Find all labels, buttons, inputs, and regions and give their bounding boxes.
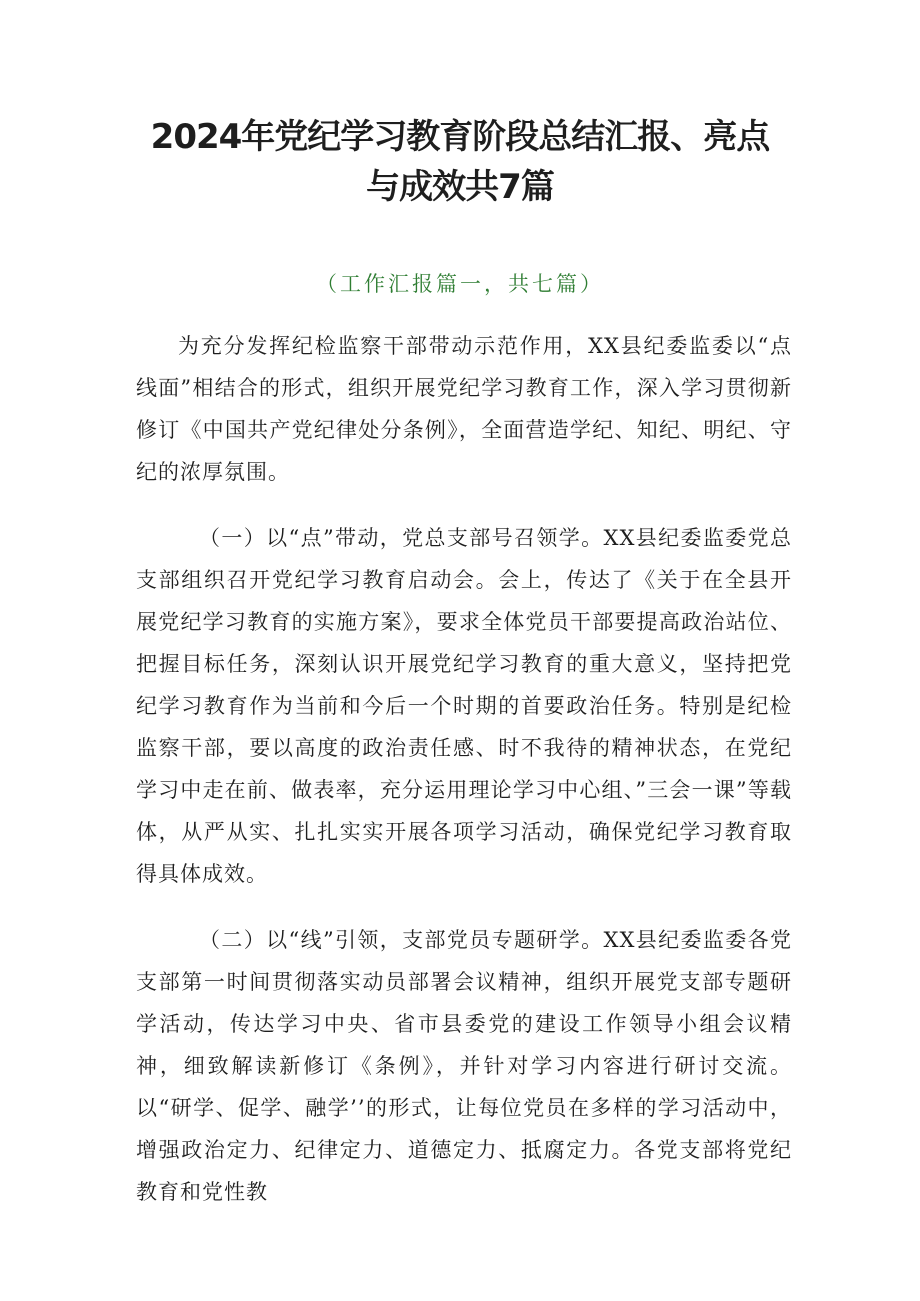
paragraph-point: （一）以“点”带动，党总支部号召领学。XX县纪委监委党总支部组织召开党纪学习教育启动会。会上，传达了《关于在全县开展党纪学习教育的实施方案》，要求全体党员干部要提高政治站位、把握目标任务，深刻认识开展党纪学习教育的重大意义，坚持把党纪学习教育作为当前和今后一个时期的首要政治任务。特别是纪检监察干部，要以高度的政治责任感、时不我待的精神状态，在党纪学习中走在前、做表率，充分运用理论学习中心组、”三会一课”等载体，从严从实、扎扎实实开展各项学习活动，确保党纪学习教育取得具体成效。	[136, 526, 792, 886]
paragraph-intro: 为充分发挥纪检监察干部带动示范作用，XX县纪委监委以“点线面”相结合的形式，组织开展党纪学习教育工作，深入学习贯彻新修订《中国共产党纪律处分条例》，全面营造学纪、知纪、明纪、守纪的浓厚氛围。	[136, 334, 792, 484]
title-line-1: 2024年党纪学习教育阶段总结汇报、亮点	[150, 117, 770, 157]
document-subtitle: （工作汇报篇一，共七篇）	[316, 272, 604, 296]
paragraph-line: （二）以“线”引领，支部党员专题研学。XX县纪委监委各党支部第一时间贯彻落实动员部署会议精神，组织开展党支部专题研学活动，传达学习中央、省市县委党的建设工作领导小组会议精神，细致解读新修订《条例》，并针对学习内容进行研讨交流。以“研学、促学、融学’’的形式，让每位党员在多样的学习活动中，增强政治定力、纪律定力、道德定力、抵腐定力。各党支部将党纪教育和党性教	[136, 928, 792, 1204]
document-body	[136, 325, 792, 1237]
document-title	[100, 112, 820, 212]
title-line-2: 与成效共7篇	[366, 167, 554, 207]
